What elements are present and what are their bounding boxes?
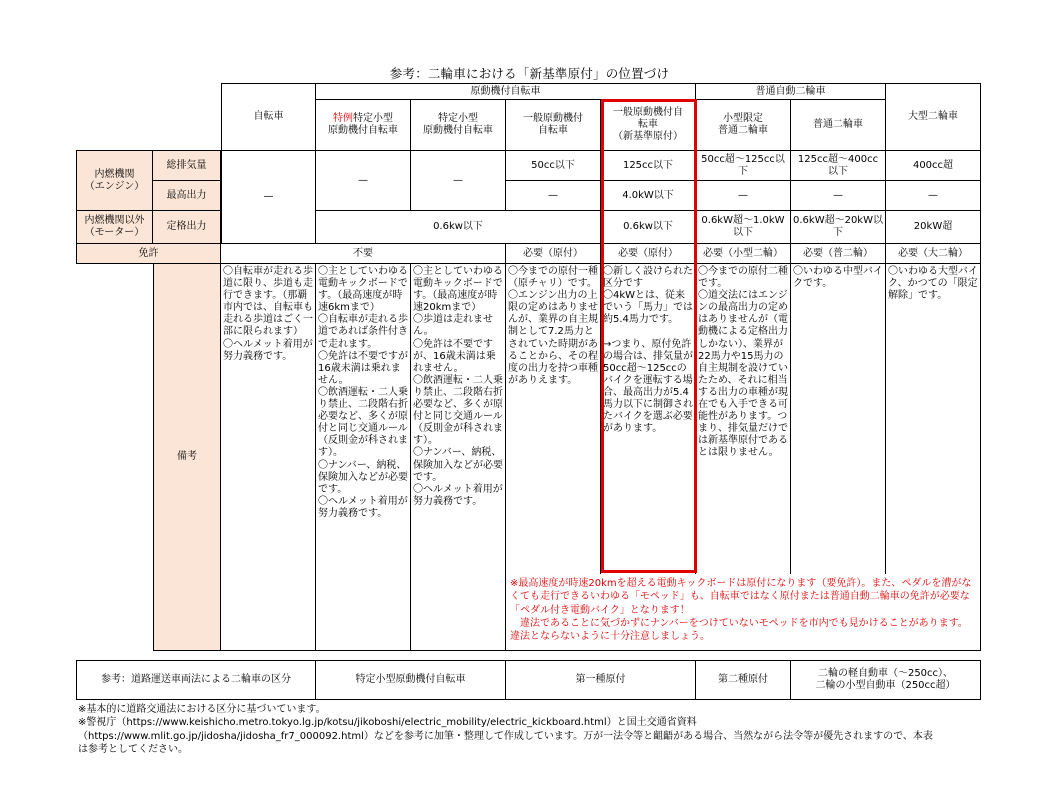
page-title: 参考：二輪車における「新基準原付」の位置づけ [389,66,670,81]
row-label-ice: 内燃機関 （エンジン） [76,151,153,211]
row-label-displacement: 総排気量 [153,151,221,181]
license-large-mc: 必要（大二輪） [886,244,981,264]
note-new-standard: 〇新しく設けられた区分です 〇4kWとは、従来でいう「馬力」では約5.4馬力です。 →つまり、原付免許の場合は、排気量が50cc超～125ccのバイクを運転する場合、最高出力が5.4馬力以下に制御されたバイクを選ぶ必要があります。 [601,264,696,574]
row-label-non-ice: 内燃機関以外 （モーター） [76,211,153,244]
rated-output-large-mc: 20kW超 [886,211,981,244]
header-small-motorcycle: 小型限定 普通二輪車 [696,100,791,151]
row-label-max-output: 最高出力 [153,181,221,211]
header-bicycle: 自転車 [221,83,316,151]
note-bicycle: 〇自転車が走れる歩道に限り、歩道も走行できます。（那覇市内では、自転車も走れる歩道はごく一部に限られます） 〇ヘルメット着用が努力義務です。 [221,264,316,651]
header-moped-group: 原動機付自転車 [316,83,696,100]
license-ordinary-mc: 必要（普二輪） [791,244,886,264]
footnote-sources: ※警視庁（https://www.keishicho.metro.tokyo.lg.jp/kotsu/jikoboshi/electric_mobility/electric_kickboard.html）と国土交通省資料 [78,717,697,728]
header-ippan-moped: 一般原動機付 自転車 [506,100,601,151]
tokurei-label: 特定小型 原動機付自転車 [328,113,398,136]
row-label-notes: 備考 [153,264,221,651]
displacement-ippan: 50cc以下 [506,151,601,181]
note-ordinary-mc: 〇いわゆる中型バイクです。 [791,264,886,574]
footnote-basis: ※基本的に道路交通法における区分に基づいています。 [78,704,326,715]
note-tokurei: 〇主としていわゆる電動キックボードです。（最高速度が時速6kmまで） 〇自転車が走れる歩道であれば条件付きで走れます。 〇免許は不要ですが16歳未満は乗れません。 〇飲酒運転・二人乗り禁止、二段階右折必要など、多くが原付と同じ交通ルール（反則金が科されます）。 〇ナンバー、納税、保険加入などが必要です。 〇ヘルメット着用が努力義務です。 [316,264,411,651]
max-output-new-standard: 4.0kW以下 [601,181,696,211]
tokurei-specs-dash: — [316,151,411,211]
header-motorcycle-group: 普通自動二輪車 [696,83,886,100]
header-tokutei-kickboard: 特定小型 原動機付自転車 [411,100,506,151]
note-small-mc: 〇今までの原付二種です。 〇道交法にはエンジンの最高出力の定めはありませんが（電動機による定格出力しかない）、業界が22馬力や15馬力の自主規制を設けていたため、それに相当する出力の車種が現在でも入手できる可能性があります。つまり、排気量だけでは新基準原付であるとは限りません。 [696,264,791,574]
max-output-ordinary-mc: — [791,181,886,211]
road-table-label: 参考：道路運送車両法による二輪車の区分 [77,661,316,699]
rated-output-small-mc: 0.6kW超～1.0kW 以下 [696,211,791,244]
bicycle-specs-dash: — [221,151,316,244]
road-table-class2: 第二種原付 [696,661,791,699]
license-ippan: 必要（原付） [506,244,601,264]
moped-warning: ※最高速度が時速20kmを超える電動キックボードは原付になります（要免許）。また、ペダルを漕がなくても走行できるいわゆる「モペッド」も、自転車ではなく原付または普通自動二輪車の免許が必要な「ペダル付き電動バイク」となります！ 違法であることに気づかずにナンバーをつけていないモペッドを市内でも見かけることがあります。違法とならないように十分注意しましょう。 [506,574,981,651]
max-output-large-mc: — [886,181,981,211]
note-ippan: 〇今までの原付一種（原チャリ）です。 〇エンジン出力の上限の定めはありませんが、業界の自主規制として7.2馬力とされていた時期があることから、その程度の出力を持つ車種がありえます。 [506,264,601,574]
displacement-ordinary-mc: 125cc超～400cc 以下 [791,151,886,181]
road-table-class1: 第一種原付 [506,661,696,699]
max-output-ippan: — [506,181,601,211]
rated-output-new-standard: 0.6kw以下 [601,211,696,244]
header-ordinary-motorcycle: 普通二輪車 [791,100,886,151]
displacement-large-mc: 400cc超 [886,151,981,181]
rated-output-mopeds: 0.6kw以下 [316,211,601,244]
note-tokutei: 〇主としていわゆる電動キックボードです。（最高速度が時速20kmまで） 〇歩道は走れません。 〇免許は不要ですが、16歳未満は乗れません。 〇飲酒運転・二人乗り禁止、二段階右折必要など、多くが原付と同じ交通ルール（反則金が科されます）。 〇ナンバー、納税、保険加入などが必要です。 〇ヘルメット着用が努力義務です。 [411,264,506,651]
header-tokurei-kickboard [316,100,411,151]
row-label-rated-output: 定格出力 [153,211,221,244]
note-large-mc: 〇いわゆる大型バイク、かつての「限定解除」です。 [886,264,981,574]
header-large-motorcycle: 大型二輪車 [886,83,981,151]
displacement-small-mc: 50cc超～125cc以 下 [696,151,791,181]
license-small-mc: 必要（小型二輪） [696,244,791,264]
max-output-small-mc: — [696,181,791,211]
license-new-standard: 必要（原付） [601,244,696,264]
tokutei-specs-dash: — [411,151,506,211]
footnote-disclaimer: （https://www.mlit.go.jp/jidosha/jidosha_fr7_000092.html）などを参考に加筆・整理して作成しています。万が一法令等と齟齬がある場合、当然ながら法令等が優先されますので、本表 は参考としてください。 [78,731,933,755]
license-not-required: 不要 [221,244,506,264]
road-table-tokutei: 特定小型原動機付自転車 [316,661,506,699]
rated-output-ordinary-mc: 0.6kW超～20kW以 下 [791,211,886,244]
tokurei-mark: 特例 [333,113,353,124]
displacement-new-standard: 125cc以下 [601,151,696,181]
header-new-standard-moped: 一般原動機付自 転車 （新基準原付） [601,100,696,151]
row-label-license: 免許 [76,244,221,264]
road-table-light-small-mc: 二輪の軽自動車（～250cc）、 二輪の小型自動車（250cc超） [815,668,956,691]
